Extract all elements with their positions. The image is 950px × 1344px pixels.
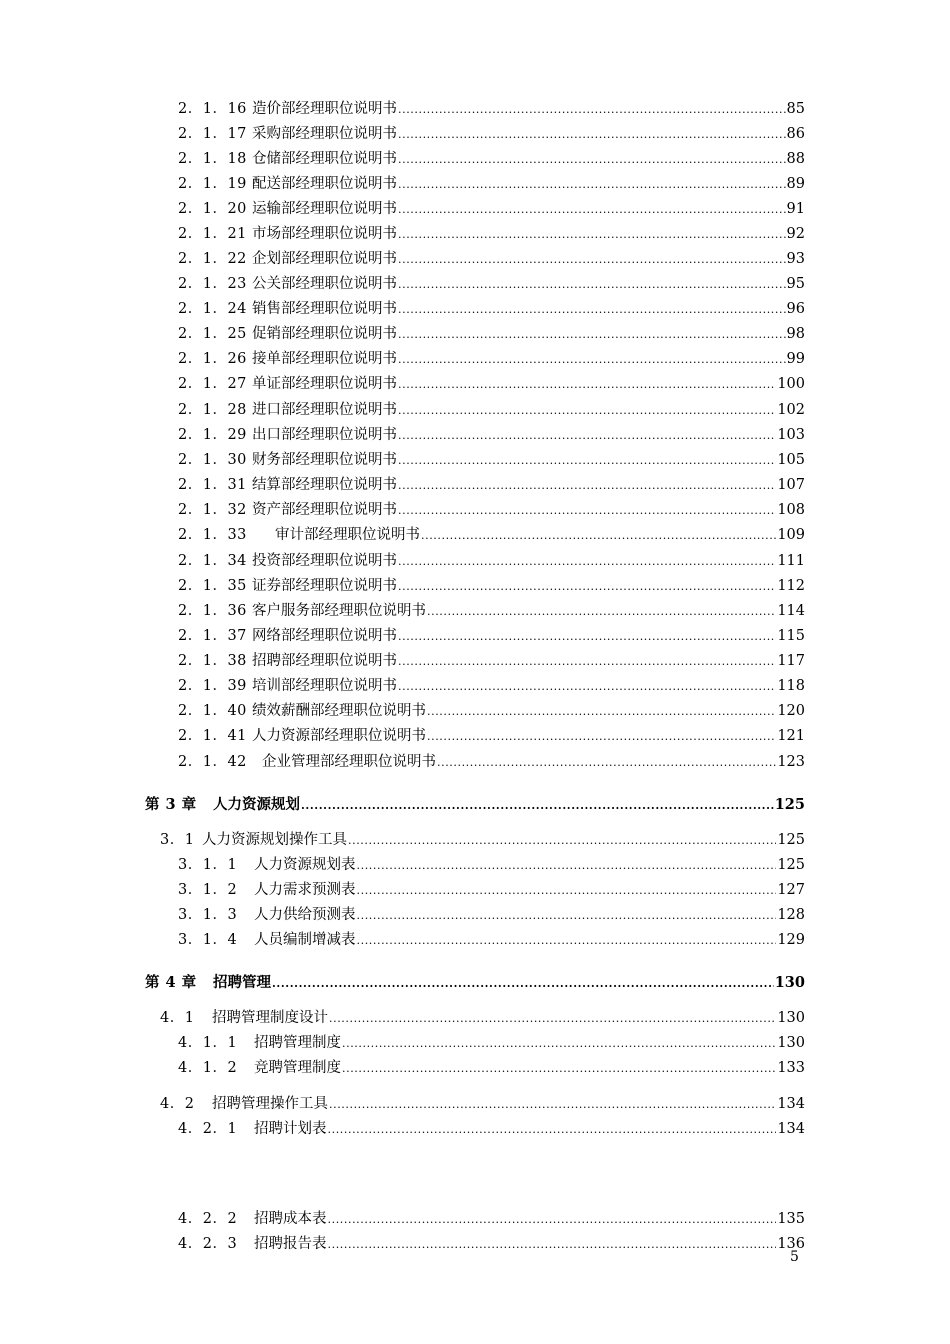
toc-chapter-heading[interactable] — [145, 973, 805, 994]
dot-leader — [398, 426, 776, 446]
dot-leader — [398, 577, 776, 597]
toc-entry-number: 2．1．30 — [178, 452, 247, 468]
toc-entry[interactable] — [178, 450, 805, 471]
toc-entry-title: 运输部经理职位说明书 — [252, 201, 397, 217]
toc-entry-number: 2．1．37 — [178, 628, 247, 644]
dot-leader — [437, 753, 776, 773]
toc-entry-title: 招聘计划表 — [254, 1121, 327, 1137]
toc-section-title: 招聘管理制度设计 — [212, 1010, 328, 1026]
toc-entry[interactable] — [178, 400, 805, 421]
toc-entry-page: 108 — [777, 502, 805, 518]
toc-entry-number: 3．1．1 — [178, 857, 238, 873]
dot-leader — [329, 1095, 776, 1115]
toc-entry[interactable] — [178, 1119, 805, 1140]
dot-leader — [342, 1059, 776, 1079]
toc-entry-number: 2．1．25 — [178, 326, 247, 342]
toc-entry-number: 2．1．26 — [178, 351, 247, 367]
dot-leader — [301, 796, 774, 816]
toc-entry-number: 4．2．1 — [178, 1121, 238, 1137]
toc-entry-page: 114 — [777, 603, 805, 619]
toc-entry-number: 2．1．21 — [178, 226, 247, 242]
toc-entry-number: 2．1．18 — [178, 151, 247, 167]
dot-leader — [357, 881, 777, 901]
toc-entry-page: 112 — [777, 578, 805, 594]
dot-leader — [427, 702, 776, 722]
toc-entry[interactable] — [178, 576, 805, 597]
toc-section-number: 4．1 — [160, 1010, 195, 1026]
toc-entry[interactable] — [178, 905, 805, 926]
toc-entry-title: 绩效薪酬部经理职位说明书 — [252, 703, 426, 719]
toc-entry-page: 93 — [786, 251, 805, 267]
toc-entry-number: 2．1．28 — [178, 402, 247, 418]
toc-entry-title: 配送部经理职位说明书 — [252, 176, 397, 192]
toc-entry-title: 接单部经理职位说明书 — [252, 351, 397, 367]
toc-entry[interactable] — [178, 249, 805, 270]
dot-leader — [398, 501, 776, 521]
toc-section[interactable] — [160, 830, 805, 851]
toc-entry-number: 3．1．3 — [178, 907, 238, 923]
toc-entry-title: 招聘成本表 — [254, 1211, 327, 1227]
toc-entry[interactable] — [178, 199, 805, 220]
toc-entry-title: 促销部经理职位说明书 — [252, 326, 397, 342]
toc-entry-page: 118 — [777, 678, 805, 694]
dot-leader — [357, 906, 777, 926]
toc-entry[interactable] — [178, 224, 805, 245]
dot-leader — [328, 1120, 777, 1140]
dot-leader — [398, 225, 786, 245]
toc-entry-page: 91 — [786, 201, 805, 217]
dot-leader — [421, 526, 776, 546]
toc-entry[interactable] — [178, 299, 805, 320]
toc-entry-title: 招聘部经理职位说明书 — [252, 653, 397, 669]
toc-entry-page: 130 — [777, 1035, 805, 1051]
toc-entry-number: 2．1．39 — [178, 678, 247, 694]
dot-leader — [329, 1009, 776, 1029]
toc-entry[interactable] — [178, 274, 805, 295]
toc-entry[interactable] — [178, 551, 805, 572]
dot-leader — [398, 401, 776, 421]
toc-entry-title: 招聘报告表 — [254, 1236, 327, 1252]
dot-leader — [398, 552, 776, 572]
toc-entry[interactable] — [178, 374, 805, 395]
toc-entry-page: 92 — [786, 226, 805, 242]
toc-entry-number: 4．1．2 — [178, 1060, 238, 1076]
toc-entry-number: 2．1．41 — [178, 728, 247, 744]
toc-entry-title: 人力资源规划表 — [254, 857, 356, 873]
toc-entry-page: 128 — [777, 907, 805, 923]
toc-entry-number: 2．1．29 — [178, 427, 247, 443]
toc-entry-number: 3．1．4 — [178, 932, 238, 948]
dot-leader — [328, 1235, 777, 1255]
toc-entry[interactable] — [178, 425, 805, 446]
toc-entry-number: 2．1．35 — [178, 578, 247, 594]
dot-leader — [398, 300, 786, 320]
toc-entry-title: 销售部经理职位说明书 — [252, 301, 397, 317]
toc-entry-number: 2．1．42 — [178, 754, 247, 770]
dot-leader — [398, 476, 776, 496]
toc-section[interactable] — [160, 1008, 805, 1029]
dot-leader — [398, 125, 786, 145]
toc-entry-number: 2．1．24 — [178, 301, 247, 317]
toc-entry-number: 2．1．36 — [178, 603, 247, 619]
toc-entry-number: 2．1．33 — [178, 527, 247, 543]
toc-entry[interactable] — [178, 174, 805, 195]
toc-section-page: 130 — [777, 1010, 805, 1026]
dot-leader — [348, 831, 776, 851]
page-number: 5 — [790, 1249, 799, 1265]
toc-entry-title: 造价部经理职位说明书 — [252, 101, 397, 117]
toc-entry[interactable] — [178, 500, 805, 521]
dot-leader — [427, 602, 776, 622]
toc-chapter-number: 第 3 章 — [145, 796, 197, 813]
toc-entry[interactable] — [178, 726, 805, 747]
toc-entry-page: 100 — [777, 376, 805, 392]
toc-entry-page: 99 — [786, 351, 805, 367]
toc-entry[interactable] — [178, 626, 805, 647]
dot-leader — [398, 275, 786, 295]
toc-entry-title: 单证部经理职位说明书 — [252, 376, 397, 392]
toc-entry-page: 98 — [786, 326, 805, 342]
toc-entry-number: 2．1．32 — [178, 502, 247, 518]
toc-chapter-page: 130 — [774, 974, 805, 991]
toc-entry-title: 客户服务部经理职位说明书 — [252, 603, 426, 619]
dot-leader — [357, 931, 777, 951]
toc-entry-number: 2．1．17 — [178, 126, 247, 142]
toc-entry-title: 人力需求预测表 — [254, 882, 356, 898]
toc-entry[interactable] — [178, 880, 805, 901]
dot-leader — [398, 451, 776, 471]
toc-entry-page: 95 — [786, 276, 805, 292]
dot-leader — [398, 627, 776, 647]
toc-entry-page: 85 — [786, 101, 805, 117]
toc-entry-number: 2．1．23 — [178, 276, 247, 292]
toc-chapter-number: 第 4 章 — [145, 974, 197, 991]
toc-entry[interactable] — [178, 651, 805, 672]
dot-leader — [357, 856, 777, 876]
toc-entry-page: 123 — [777, 754, 805, 770]
toc-entry-number: 2．1．34 — [178, 553, 247, 569]
toc-entry-page: 135 — [777, 1211, 805, 1227]
toc-entry-page: 109 — [777, 527, 805, 543]
toc-entry-page: 111 — [777, 553, 805, 569]
toc-entry[interactable] — [178, 475, 805, 496]
toc-section[interactable] — [160, 1094, 805, 1115]
toc-entry-title: 投资部经理职位说明书 — [252, 553, 397, 569]
dot-leader — [398, 350, 786, 370]
toc-entry-title: 仓储部经理职位说明书 — [252, 151, 397, 167]
toc-entry-title: 招聘管理制度 — [254, 1035, 341, 1051]
toc-chapter-page: 125 — [774, 796, 805, 813]
toc-entry[interactable] — [178, 1033, 805, 1054]
toc-section-title: 招聘管理操作工具 — [212, 1096, 328, 1112]
dot-leader — [427, 727, 776, 747]
toc-entry-page: 129 — [777, 932, 805, 948]
dot-leader — [398, 175, 786, 195]
toc-entry[interactable] — [178, 99, 805, 120]
dot-leader — [398, 325, 786, 345]
dot-leader — [398, 652, 776, 672]
toc-entry-title: 人力供给预测表 — [254, 907, 356, 923]
toc-section-title: 人力资源规划操作工具 — [202, 832, 347, 848]
dot-leader — [398, 250, 786, 270]
toc-entry-title: 企划部经理职位说明书 — [252, 251, 397, 267]
toc-entry-title: 采购部经理职位说明书 — [252, 126, 397, 142]
toc-entry[interactable] — [178, 1058, 805, 1079]
toc-entry-title: 结算部经理职位说明书 — [252, 477, 397, 493]
toc-entry[interactable] — [178, 349, 805, 370]
toc-entry-page: 115 — [777, 628, 805, 644]
toc-entry-title: 审计部经理职位说明书 — [275, 527, 420, 543]
toc-entry-page: 89 — [786, 176, 805, 192]
toc-entry-number: 2．1．20 — [178, 201, 247, 217]
toc-entry-number: 2．1．27 — [178, 376, 247, 392]
dot-leader — [272, 974, 774, 994]
toc-entry[interactable] — [178, 855, 805, 876]
toc-entry-title: 人员编制增减表 — [254, 932, 356, 948]
toc-entry-page: 88 — [786, 151, 805, 167]
toc-chapter-title: 招聘管理 — [213, 974, 271, 991]
toc-entry-title: 证券部经理职位说明书 — [252, 578, 397, 594]
toc-section-number: 4．2 — [160, 1096, 195, 1112]
toc-entry-number: 2．1．16 — [178, 101, 247, 117]
toc-entry-page: 107 — [777, 477, 805, 493]
toc-entry-title: 市场部经理职位说明书 — [252, 226, 397, 242]
dot-leader — [398, 677, 776, 697]
toc-chapter-heading[interactable] — [145, 795, 805, 816]
toc-entry-title: 资产部经理职位说明书 — [252, 502, 397, 518]
dot-leader — [328, 1210, 777, 1230]
toc-entry[interactable] — [178, 1209, 805, 1230]
toc-entry-page: 96 — [786, 301, 805, 317]
toc-entry[interactable] — [178, 701, 805, 722]
toc-entry-page: 120 — [777, 703, 805, 719]
toc-entry-page: 105 — [777, 452, 805, 468]
toc-entry-page: 117 — [777, 653, 805, 669]
dot-leader — [398, 150, 786, 170]
toc-entry-number: 2．1．22 — [178, 251, 247, 267]
toc-section-page: 134 — [777, 1096, 805, 1112]
toc-entry-number: 2．1．38 — [178, 653, 247, 669]
toc-entry-title: 竞聘管理制度 — [254, 1060, 341, 1076]
toc-entry-title: 网络部经理职位说明书 — [252, 628, 397, 644]
toc-entry-number: 4．2．3 — [178, 1236, 238, 1252]
toc-entry[interactable] — [178, 149, 805, 170]
toc-entry-number: 2．1．31 — [178, 477, 247, 493]
toc-entry[interactable] — [178, 601, 805, 622]
toc-entry[interactable] — [178, 525, 805, 546]
toc-entry[interactable] — [178, 676, 805, 697]
toc-entry-title: 财务部经理职位说明书 — [252, 452, 397, 468]
toc-entry-page: 134 — [777, 1121, 805, 1137]
toc-entry-page: 136 — [777, 1236, 805, 1252]
dot-leader — [398, 100, 786, 120]
toc-entry[interactable] — [178, 124, 805, 145]
dot-leader — [398, 375, 776, 395]
toc-entry[interactable] — [178, 752, 805, 773]
toc-entry-number: 3．1．2 — [178, 882, 238, 898]
toc-entry-page: 125 — [777, 857, 805, 873]
toc-entry-page: 127 — [777, 882, 805, 898]
toc-entry-number: 2．1．40 — [178, 703, 247, 719]
toc-entry[interactable] — [178, 1234, 805, 1255]
toc-section-page: 125 — [777, 832, 805, 848]
toc-entry[interactable] — [178, 324, 805, 345]
dot-leader — [398, 200, 786, 220]
toc-chapter-title: 人力资源规划 — [213, 796, 300, 813]
toc-entry-number: 4．2．2 — [178, 1211, 238, 1227]
dot-leader — [342, 1034, 776, 1054]
toc-entry[interactable] — [178, 930, 805, 951]
toc-entry-title: 公关部经理职位说明书 — [252, 276, 397, 292]
toc-entry-number: 2．1．19 — [178, 176, 247, 192]
toc-entry-number: 4．1．1 — [178, 1035, 238, 1051]
toc-entry-page: 133 — [777, 1060, 805, 1076]
toc-entry-page: 102 — [777, 402, 805, 418]
toc-entry-title: 进口部经理职位说明书 — [252, 402, 397, 418]
toc-entry-page: 86 — [786, 126, 805, 142]
toc-entry-title: 企业管理部经理职位说明书 — [262, 754, 436, 770]
toc-entry-page: 103 — [777, 427, 805, 443]
toc-entry-page: 121 — [777, 728, 805, 744]
toc-section-number: 3．1 — [160, 832, 195, 848]
toc-entry-title: 培训部经理职位说明书 — [252, 678, 397, 694]
toc-entry-title: 出口部经理职位说明书 — [252, 427, 397, 443]
toc-entry-title: 人力资源部经理职位说明书 — [252, 728, 426, 744]
